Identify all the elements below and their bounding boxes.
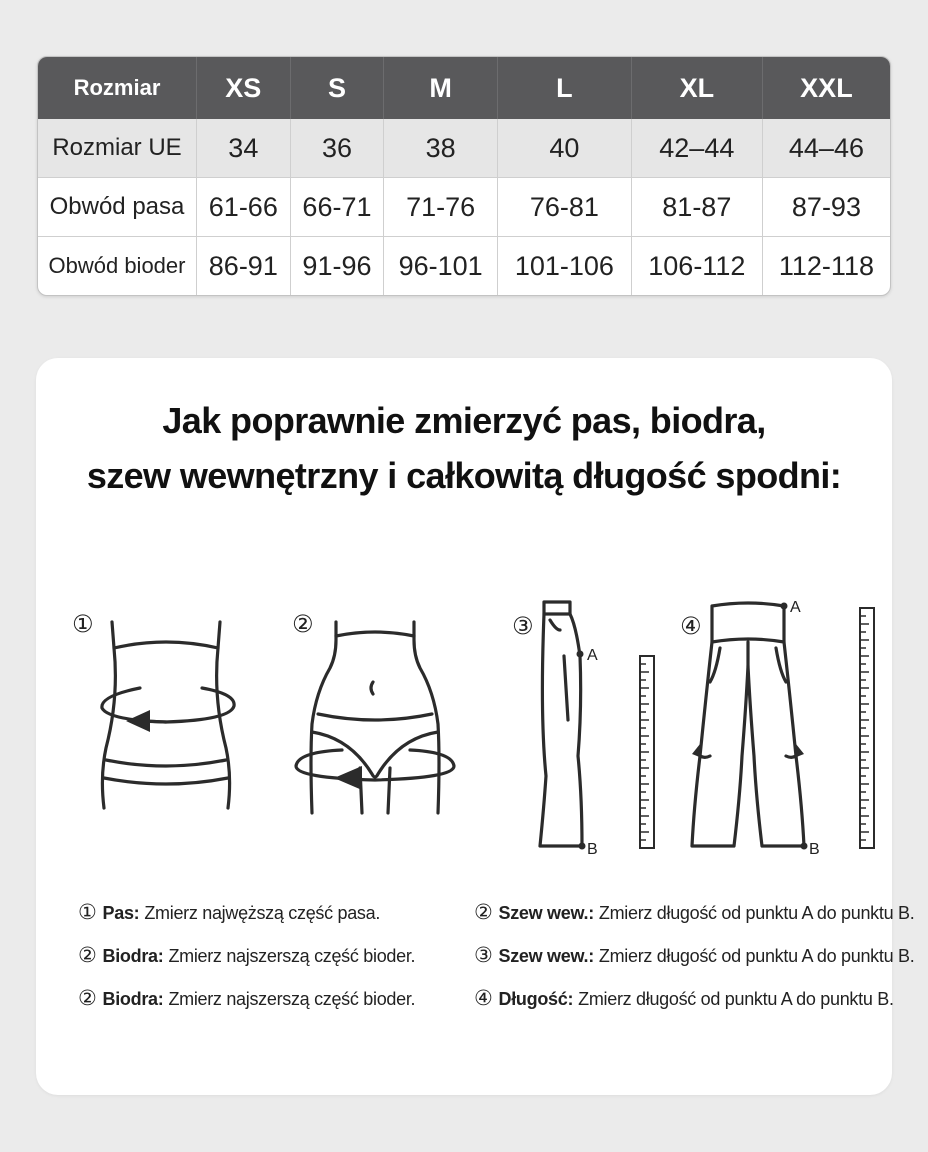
- hip-measure-icon: [290, 608, 470, 818]
- point-a-label: A: [587, 647, 598, 664]
- legend-term: Szew wew.:: [498, 946, 594, 966]
- size-chart-table: [37, 56, 891, 296]
- size-header-row: [38, 57, 890, 119]
- legend-number: ③: [474, 943, 493, 967]
- guide-title-line-1: Jak poprawnie zmierzyć pas, biodra,: [162, 400, 766, 441]
- table-cell: 81-87: [632, 177, 763, 236]
- legend-text: Zmierz długość od punktu A do punktu B.: [578, 989, 894, 1009]
- size-header-xl: XL: [632, 57, 763, 119]
- length-measure-figure: [678, 596, 888, 866]
- legend-text: Zmierz długość od punktu A do punktu B.: [598, 903, 915, 923]
- row-label: Obwód pasa: [38, 177, 197, 236]
- legend-item-length: [474, 986, 894, 1010]
- legend-term: Pas:: [102, 903, 140, 923]
- table-cell: 40: [498, 119, 632, 177]
- table-cell: 42–44: [632, 119, 763, 177]
- legend-item-inseam-repeat: [474, 943, 914, 967]
- table-cell: 44–46: [763, 119, 890, 177]
- size-header-s: S: [291, 57, 385, 119]
- legend-item-inseam: [474, 900, 914, 924]
- size-header-m: M: [384, 57, 498, 119]
- size-row-header: Rozmiar: [38, 57, 197, 119]
- legend-item-hips-repeat: [78, 986, 415, 1010]
- table-cell: 76-81: [498, 177, 632, 236]
- inseam-measure-icon: [510, 596, 670, 866]
- size-header-l: L: [498, 57, 632, 119]
- figure-number-2: ②: [292, 610, 314, 638]
- table-row-waist: [38, 177, 890, 236]
- legend-term: Biodra:: [102, 989, 164, 1009]
- table-cell: 61-66: [197, 177, 291, 236]
- legend-number: ④: [474, 986, 493, 1010]
- table-cell: 34: [197, 119, 291, 177]
- measurement-guide-card: [36, 358, 915, 1095]
- legend-number: ②: [474, 900, 493, 924]
- hip-measure-figure: [290, 608, 470, 818]
- legend-number: ①: [78, 900, 97, 924]
- size-header-xs: XS: [197, 57, 291, 119]
- legend-item-waist: [78, 900, 380, 924]
- legend-number: ②: [78, 986, 97, 1010]
- legend-text: Zmierz najwęższą część pasa.: [144, 903, 381, 923]
- point-b-label: B: [809, 841, 820, 858]
- point-b-label: B: [587, 841, 598, 858]
- table-cell: 66-71: [291, 177, 385, 236]
- measuring-ruler: [640, 656, 654, 848]
- table-cell: 86-91: [197, 236, 291, 295]
- inseam-measure-figure: [510, 596, 670, 866]
- legend-number: ②: [78, 943, 97, 967]
- legend-item-hips: [78, 943, 415, 967]
- waist-measure-icon: [70, 608, 250, 818]
- table-cell: 71-76: [384, 177, 498, 236]
- table-cell: 96-101: [384, 236, 498, 295]
- guide-title-line-2: szew wewnętrzny i całkowitą długość spodni:: [86, 455, 842, 496]
- waist-measure-figure: [70, 608, 250, 818]
- figure-number-3: ③: [512, 612, 534, 640]
- size-header-xxl: XXL: [763, 57, 890, 119]
- table-cell: 36: [291, 119, 385, 177]
- legend-text: Zmierz najszerszą część bioder.: [168, 989, 416, 1009]
- table-cell: 87-93: [763, 177, 890, 236]
- table-row-eu-size: [38, 119, 890, 177]
- legend-term: Biodra:: [102, 946, 164, 966]
- legend-term: Długość:: [498, 989, 574, 1009]
- table-row-hips: [38, 236, 890, 295]
- table-cell: 91-96: [291, 236, 385, 295]
- table-cell: 38: [384, 119, 498, 177]
- row-label: Rozmiar UE: [38, 119, 197, 177]
- measuring-ruler: [860, 608, 874, 848]
- table-cell: 106-112: [632, 236, 763, 295]
- row-label: Obwód bioder: [38, 236, 197, 295]
- legend-text: Zmierz długość od punktu A do punktu B.: [598, 946, 915, 966]
- legend-text: Zmierz najszerszą część bioder.: [168, 946, 416, 966]
- length-measure-icon: [678, 596, 888, 866]
- figure-number-4: ④: [680, 612, 702, 640]
- table-cell: 101-106: [498, 236, 632, 295]
- figure-number-1: ①: [72, 610, 94, 638]
- point-a-label: A: [790, 599, 801, 616]
- table-cell: 112-118: [763, 236, 890, 295]
- legend-term: Szew wew.:: [498, 903, 594, 923]
